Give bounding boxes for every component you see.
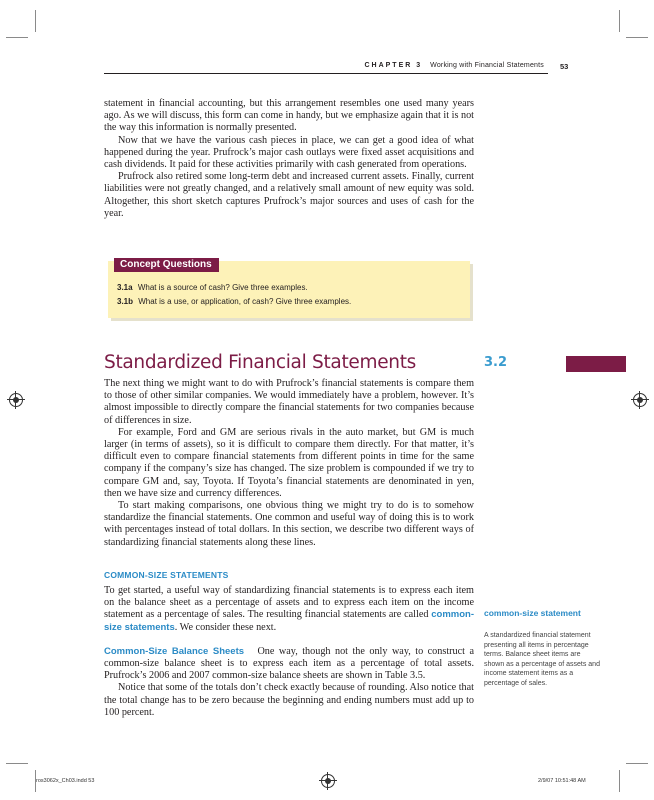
subsection-heading: COMMON-SIZE STATEMENTS (104, 570, 229, 580)
key-term: common-size statements (104, 609, 474, 633)
concept-questions-label: Concept Questions (114, 258, 219, 272)
paragraph (104, 585, 474, 634)
section-tab (566, 356, 626, 372)
margin-definition: A standardized financial statement presenting all items in percentage terms. Balance sheet items are shown as a percentage of assets and income statement items as a percentage of sales. (484, 632, 600, 687)
crop-mark (35, 10, 36, 32)
crop-mark (626, 763, 648, 764)
crop-mark (6, 37, 28, 38)
chapter-title: Working with Financial Statements (430, 62, 544, 69)
concept-question (117, 283, 308, 292)
page-number: 53 (560, 62, 569, 71)
concept-question (117, 297, 351, 306)
common-size-text (104, 585, 474, 719)
section-title: Standardized Financial Statements (104, 352, 416, 373)
question-text: What is a source of cash? Give three examples. (137, 283, 308, 292)
question-number: 3.1a (117, 283, 133, 292)
question-text: What is a use, or application, of cash? Give three examples. (138, 297, 352, 306)
paragraph: The next thing we might want to do with Prufrock’s financial statements is compare them to those of other similar companies. We would immediately have a problem, however. It’s almost impossible to directly compare the financial statements for two companies because of differences in size. (104, 378, 474, 426)
paragraph: For example, Ford and GM are serious rivals in the auto market, but GM is much larger (in terms of assets), so it is difficult to compare them directly. For that matter, it’s difficult even to compare financial statements from different points in time for the same company if the company’s size has changed. The size problem is compounded if we try to compare GM and, say, Toyota. If Toyota’s financial statements are denominated in yen, then we have size and currency differences. (104, 426, 474, 499)
running-head (104, 62, 544, 69)
section-text (104, 378, 474, 549)
registration-mark-icon (321, 774, 335, 788)
paragraph: To start making comparisons, one obvious thing we might try to do is to somehow standardize the financial statements. One common and useful way of doing this is to work with percentages instead of total dollars. In this section, we describe two different ways of standardizing financial statements along these lines. (104, 500, 474, 548)
registration-mark-icon (9, 393, 23, 407)
footer-file: ros3062x_Ch03.indd 53 (36, 778, 95, 784)
intro-text (104, 98, 474, 220)
paragraph: Prufrock also retired some long-term debt and increased current assets. Finally, current liabilities were not greatly changed, and a relatively small amount of new equity was sold. Altogether, this short sketch captures Prufrock’s major sources and uses of cash for the year. (104, 171, 474, 219)
crop-mark (619, 10, 620, 32)
paragraph: Now that we have the various cash pieces in place, we can get a good idea of what happened during the year. Prufrock’s major cash outlays were fixed asset acquisitions and cash dividends. It paid for these activities primarily with cash generated from operations. (104, 134, 474, 171)
paragraph: Notice that some of the totals don’t check exactly because of rounding. Also notice that the total change has to be zero because the beginning and ending numbers must add up to 100 percent. (104, 682, 474, 718)
registration-mark-icon (633, 393, 647, 407)
crop-mark (619, 770, 620, 792)
section-number: 3.2 (484, 355, 508, 370)
crop-mark (626, 37, 648, 38)
paragraph-start: To get started, a useful way of standardizing financial statements is to express each item on the balance sheet as a percentage of assets and to express each item on the income statement as a percentage of sales. The resulting financial statements are called (104, 585, 474, 621)
run-in-heading: Common-Size Balance Sheets (104, 645, 245, 657)
header-rule (104, 73, 548, 74)
crop-mark (6, 763, 28, 764)
footer-timestamp: 2/9/07 10:51:48 AM (538, 778, 586, 784)
paragraph: statement in financial accounting, but this arrangement resembles one used many years ago. As we will discuss, this form can come in handy, but we emphasize again that it is not the way this information is normally presented. (104, 98, 474, 134)
margin-term: common-size statement (484, 608, 581, 618)
paragraph (104, 646, 474, 683)
paragraph-end: . We consider these next. (174, 621, 277, 633)
chapter-label: CHAPTER 3 (364, 62, 423, 69)
paragraph-body: One way, though not the only way, to construct a common-size balance sheet is to express each item as a percentage of total assets. Prufrock’s 2006 and 2007 common-size balance sheets are shown in Table 3.5. (104, 645, 474, 682)
question-number: 3.1b (117, 297, 134, 306)
